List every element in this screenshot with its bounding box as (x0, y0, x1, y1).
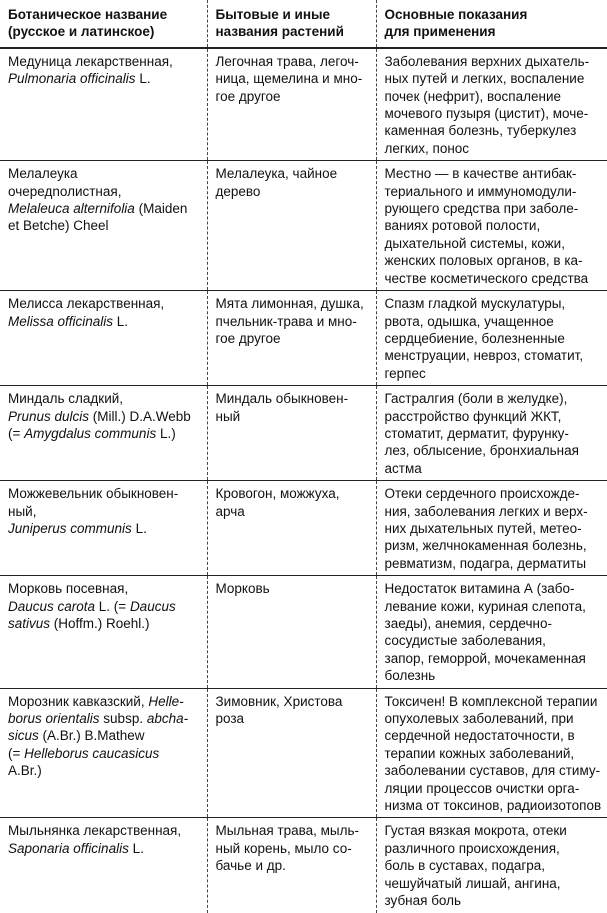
botanical-name-line (8, 615, 203, 632)
common-names-line: дерево (215, 183, 261, 199)
name-text: L. (= (95, 598, 130, 614)
indications-line: опухолевых заболеваний, при (384, 711, 574, 727)
botanical-name-cell (0, 481, 207, 576)
table-row (0, 291, 607, 386)
common-names-cell (207, 291, 376, 386)
botanical-name-cell (0, 688, 207, 818)
name-text: Морковь посевная, (8, 581, 129, 597)
table-body (0, 48, 607, 913)
common-names-cell (207, 386, 376, 481)
common-names-line: ница, щемелина и мно- (215, 71, 363, 87)
table-row (0, 818, 607, 913)
indications-line: ризм, желчнокаменная болезнь, (384, 538, 587, 554)
indications-line: стоматит, дерматит, фурунку- (384, 425, 569, 441)
botanical-name-cell (0, 818, 207, 913)
indications-line: болезнь (384, 668, 436, 684)
botanical-name-line (8, 390, 203, 407)
latin-name-text: Helle- (148, 693, 184, 709)
name-text: Морозник кавказский, (8, 693, 149, 709)
botanical-name-line (8, 822, 203, 839)
botanical-name-line (8, 313, 203, 330)
indications-line: сосудистые заболевания, (384, 633, 546, 649)
botanical-name-line (8, 745, 203, 762)
common-names-cell (207, 818, 376, 913)
indications-cell (376, 576, 607, 688)
name-text: L. (131, 520, 147, 536)
indications-line: ния, заболевания легких и верх- (384, 503, 588, 519)
header-indications: Основные показания для применения (376, 0, 607, 48)
name-text: (A.Br.) B.Mathew (38, 728, 145, 744)
common-names-cell (207, 48, 376, 161)
botanical-name-line (8, 598, 203, 615)
botanical-name-cell (0, 576, 207, 688)
common-names-line: роза (215, 711, 245, 727)
indications-line: мочевого пузыря (цистит), моче- (384, 106, 589, 122)
name-text: Мелалеука (8, 166, 78, 182)
common-names-line: гое другое (215, 88, 281, 104)
indications-line: сердечной недостаточности, в (384, 728, 575, 744)
table-row (0, 386, 607, 481)
botanical-name-line (8, 53, 203, 70)
botanical-name-cell (0, 386, 207, 481)
common-names-line: Легочная трава, легоч- (215, 53, 359, 69)
common-names-line: арча (215, 503, 245, 519)
indications-line: ляции процессов очистки орга- (384, 780, 580, 796)
common-names-line: Морковь (215, 581, 270, 597)
name-text: Мыльнянка лекарственная, (8, 823, 182, 839)
latin-name-text: Prunus dulcis (8, 408, 90, 424)
latin-name-text: abcha- (146, 711, 189, 727)
indications-line: низма от токсинов, радиоизотопов (384, 798, 602, 814)
botanical-name-line (8, 580, 203, 597)
indications-line: Заболевания верхних дыхатель- (384, 53, 590, 69)
common-names-line: Мята лимонная, душка, (215, 296, 364, 312)
botanical-name-cell (0, 161, 207, 291)
latin-name-text: Daucus carota (8, 598, 96, 614)
name-text: (Hoffm.) Roehl.) (50, 616, 150, 631)
common-names-line: гое другое (215, 330, 281, 346)
botanical-name-cell (0, 48, 207, 161)
indications-line: дыхательной системы, кожи, (384, 235, 565, 251)
common-names-line: бачье и др. (215, 858, 286, 874)
indications-line: чешуйчатый лишай, ангина, (384, 875, 561, 891)
indications-line: боль в суставах, подагра, (384, 858, 546, 874)
indications-cell (376, 161, 607, 291)
indications-line: ревматизм, подагра, дерматиты (384, 555, 587, 571)
name-text: ный, (8, 503, 37, 519)
name-text: et Betche) Cheel (8, 218, 109, 234)
indications-cell (376, 818, 607, 913)
header-common-names: Бытовые и иные названия растений (207, 0, 376, 48)
name-text: (Mill.) D.A.Webb (89, 408, 191, 424)
table-row (0, 48, 607, 161)
common-names-line: пчельник-трава и мно- (215, 313, 357, 329)
indications-line: сердцебиение, болезненные (384, 330, 565, 346)
botanical-name-line (8, 485, 203, 502)
latin-name-text: borus orientalis (8, 711, 100, 727)
indications-line: Гастралгия (боли в желудке), (384, 391, 568, 407)
botanical-name-cell (0, 291, 207, 386)
indications-cell (376, 48, 607, 161)
latin-name-text: Pulmonaria officinalis (8, 71, 136, 87)
indications-line: зубная боль (384, 893, 462, 909)
common-names-line: ный (215, 408, 241, 424)
latin-name-text: Daucus (129, 598, 176, 614)
common-names-line: Мыльная трава, мыль- (215, 823, 360, 839)
botanical-name-line (8, 710, 203, 727)
name-text: (= (8, 425, 25, 441)
botanical-name-line (8, 295, 203, 312)
indications-line: лез, облысение, бронхиальная (384, 443, 579, 459)
common-names-line: Зимовник, Христова (215, 693, 343, 709)
indications-line: ваниях ротовой полости, (384, 218, 541, 234)
botanical-name-line (8, 693, 203, 710)
indications-line: Недостаток витамина А (забо- (384, 581, 575, 597)
latin-name-text: Helleborus caucasicus (24, 745, 160, 761)
name-text: subsp. (99, 711, 147, 727)
indications-cell (376, 386, 607, 481)
indications-line: герпес (384, 365, 426, 381)
common-names-line: ный корень, мыло со- (215, 840, 352, 856)
common-names-cell (207, 161, 376, 291)
latin-name-text: Juniperus communis (8, 520, 132, 536)
indications-line: заеды), анемия, сердечно- (384, 616, 552, 631)
indications-cell (376, 291, 607, 386)
botanical-name-line (8, 762, 203, 779)
table-row (0, 576, 607, 688)
name-text: (Maiden (134, 201, 188, 217)
indications-line: ных путей и легких, воспаление (384, 71, 585, 87)
name-text: L.) (156, 425, 176, 441)
indications-line: Спазм гладкой мускулатуры, (384, 296, 566, 312)
name-text: Можжевельник обыкновен- (8, 486, 179, 502)
indications-line: рующего средства при заболе- (384, 201, 579, 217)
indications-line: Токсичен! В комплексной терапии (384, 693, 598, 709)
common-names-cell (207, 481, 376, 576)
name-text: очередnолистная, (8, 183, 122, 199)
latin-name-text: Melaleuca alternifolia (8, 201, 135, 217)
name-text: A.Br.) (8, 763, 42, 779)
common-names-cell (207, 688, 376, 818)
name-text: L. (128, 840, 144, 856)
indications-cell (376, 481, 607, 576)
botanical-name-line (8, 727, 203, 744)
indications-line: женских половых органов, в ка- (384, 253, 583, 269)
indications-line: териального и иммуномодули- (384, 183, 577, 199)
indications-line: них дыхательных путей, метео- (384, 520, 582, 536)
botanical-name-line (8, 520, 203, 537)
indications-line: рвота, одышка, учащенное (384, 313, 554, 329)
indications-line: почек (нефрит), воспаление (384, 88, 562, 104)
common-names-cell (207, 576, 376, 688)
table-row (0, 161, 607, 291)
botanical-name-line (8, 200, 203, 217)
latin-name-text: Amygdalus communis (24, 425, 157, 441)
botanical-name-line (8, 183, 203, 200)
indications-line: терапии кожных заболеваний, (384, 745, 575, 761)
name-text: L. (135, 71, 151, 87)
indications-line: расстройство функций ЖКТ, (384, 408, 562, 424)
botanical-name-line (8, 503, 203, 520)
botanical-name-line (8, 840, 203, 857)
table-header (0, 0, 607, 48)
indications-line: различного происхождения, (384, 840, 560, 856)
indications-line: легких, понос (384, 140, 470, 156)
indications-line: Местно — в качестве антибак- (384, 166, 577, 182)
indications-line: Густая вязкая мокрота, отеки (384, 823, 567, 839)
latin-name-text: Melissa officinalis (8, 313, 114, 329)
indications-line: левание кожи, куриная слепота, (384, 598, 586, 614)
latin-name-text: sativus (8, 616, 51, 631)
indications-line: запор, геморрой, мочекаменная (384, 650, 586, 666)
indications-cell (376, 688, 607, 818)
indications-line: Отеки сердечного происхожде- (384, 486, 580, 502)
common-names-line: Мелалеука, чайное (215, 166, 338, 182)
botanical-name-line (8, 425, 203, 442)
name-text: Миндаль сладкий, (8, 391, 124, 407)
botanical-name-line (8, 70, 203, 87)
indications-line: заболевании суставов, для стиму- (384, 763, 601, 779)
header-botanical-name: Ботаническое название (русское и латинское) (0, 0, 207, 48)
indications-line: честве косметического средства (384, 270, 589, 286)
botanical-name-line (8, 217, 203, 234)
latin-name-text: sicus (8, 728, 39, 744)
indications-line: менструации, невроз, стоматит, (384, 348, 584, 364)
table-row (0, 481, 607, 576)
indications-line: каменная болезнь, туберкулез (384, 123, 577, 139)
table-row (0, 688, 607, 818)
botanical-name-line (8, 408, 203, 425)
name-text: L. (113, 313, 129, 329)
name-text: (= (8, 745, 25, 761)
common-names-line: Миндаль обыкновен- (215, 391, 349, 407)
botanical-name-line (8, 165, 203, 182)
name-text: Мелисса лекарственная, (8, 296, 165, 312)
latin-name-text: Saponaria officinalis (8, 840, 129, 856)
name-text: Медуница лекарственная, (8, 53, 173, 69)
header-row (0, 0, 607, 48)
indications-line: астма (384, 460, 422, 476)
common-names-line: Кровогон, можжуха, (215, 486, 340, 502)
